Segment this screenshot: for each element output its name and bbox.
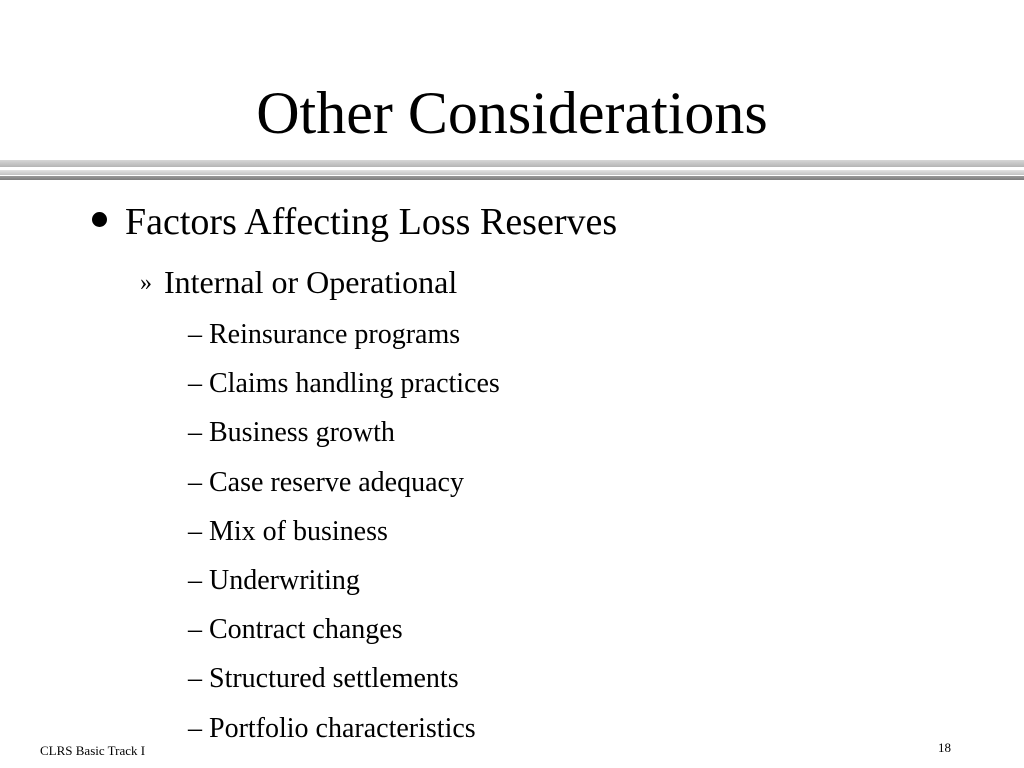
page-number: 18 xyxy=(938,740,951,755)
list-item-text: Underwriting xyxy=(209,564,360,596)
sub-bullet-marker: » xyxy=(140,270,152,296)
dash-marker: – xyxy=(188,564,202,596)
dash-marker: – xyxy=(188,368,202,400)
dash-marker: – xyxy=(188,417,202,449)
list-item-text: Claims handling practices xyxy=(209,368,500,400)
list-item xyxy=(188,463,500,512)
dash-marker: – xyxy=(188,466,202,498)
title-divider-bottom xyxy=(0,176,1024,180)
dash-marker: – xyxy=(188,712,202,744)
list-item-text: Reinsurance programs xyxy=(209,319,461,350)
round-bullet-icon xyxy=(92,212,107,227)
list-item xyxy=(188,610,500,659)
list-item-text: Structured settlements xyxy=(209,663,459,695)
dash-marker: – xyxy=(188,515,202,547)
factor-list xyxy=(188,315,500,758)
list-item xyxy=(188,709,500,758)
list-item-text: Portfolio characteristics xyxy=(209,712,476,744)
list-item-text: Mix of business xyxy=(209,515,388,547)
list-item xyxy=(188,659,500,708)
dash-marker: – xyxy=(188,319,202,350)
dash-marker: – xyxy=(188,614,202,646)
list-item-text: Case reserve adequacy xyxy=(209,466,464,498)
list-item-text: Contract changes xyxy=(209,614,403,646)
title-divider-middle xyxy=(0,170,1024,175)
main-bullet-line xyxy=(92,197,617,247)
list-item xyxy=(188,512,500,561)
title-divider-top xyxy=(0,160,1024,167)
dash-marker: – xyxy=(188,663,202,695)
sub-bullet-line xyxy=(140,261,457,304)
list-item xyxy=(188,413,500,462)
sub-bullet-text: Internal or Operational xyxy=(164,264,458,300)
list-item xyxy=(188,364,500,413)
list-item-text: Business growth xyxy=(209,417,395,449)
list-item xyxy=(188,315,500,364)
list-item xyxy=(188,561,500,610)
footer-course-label: CLRS Basic Track I xyxy=(40,743,146,758)
slide-title: Other Considerations xyxy=(256,80,768,146)
main-bullet-text: Factors Affecting Loss Reserves xyxy=(125,201,618,243)
